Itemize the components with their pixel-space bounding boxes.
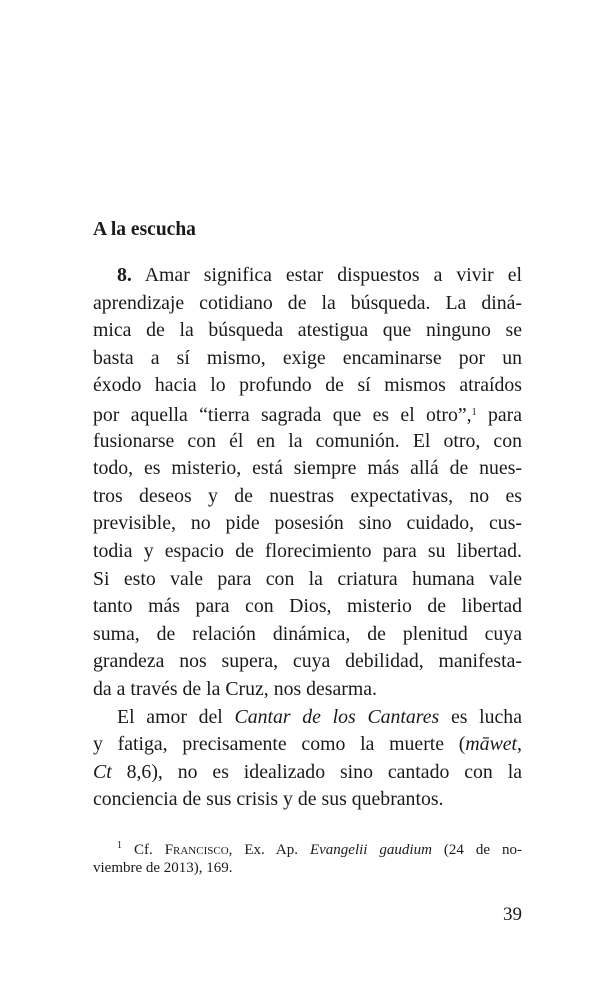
text-line (93, 648, 522, 674)
section-heading: A la escucha (93, 219, 196, 240)
text-span: éxodo hacia lo profundo de sí mismos atraídos (93, 374, 522, 397)
text-span: suma, de relación dinámica, de plenitud cuya (93, 622, 522, 645)
text-line (93, 621, 522, 647)
text-line (117, 262, 522, 288)
text-span: mica de la búsqueda atestigua que ninguno se (93, 319, 522, 342)
text-span: Cf. (122, 842, 165, 858)
text-span: para (476, 404, 522, 426)
text-line (93, 400, 522, 426)
text-span: (24 de no- (431, 842, 522, 858)
text-span: y fatiga, precisamente como la muerte ( (93, 733, 466, 756)
text-span: El amor del (117, 705, 235, 728)
text-span: viembre de 2013), 169. (93, 860, 233, 876)
text-span: es lucha (439, 705, 522, 728)
text-line (93, 428, 522, 454)
text-span: da a través de la Cruz, nos desarma. (93, 678, 377, 700)
text-span: previsible, no pide posesión sino cuidado, cus- (93, 512, 522, 535)
text-line (93, 593, 522, 619)
text-line (117, 836, 522, 860)
text-line (93, 858, 522, 878)
text-span: por aquella “tierra sagrada que es el otro”, (93, 404, 472, 426)
page-number: 39 (503, 904, 522, 925)
text-line (93, 676, 522, 702)
text-span: todo, es misterio, está siempre más allá de nues- (93, 457, 522, 480)
text-span: Evangelii gaudium (309, 842, 432, 858)
text-span: grandeza nos supera, cuya debilidad, manifesta- (93, 650, 522, 673)
text-line (93, 538, 522, 564)
text-line (93, 510, 522, 536)
text-line (117, 704, 522, 730)
text-span: tros deseos y de nuestras expectativas, no es (93, 484, 522, 507)
text-span: tanto más para con Dios, misterio de libertad (93, 595, 522, 618)
text-line (93, 455, 522, 481)
text-span: conciencia de sus crisis y de sus quebrantos. (93, 788, 444, 811)
text-line (93, 290, 522, 316)
text-span: 8. (117, 264, 132, 286)
text-span: Ct (93, 760, 112, 783)
text-line (93, 317, 522, 343)
text-span: Amar significa estar dispuestos a vivir el (131, 264, 522, 286)
text-line (93, 345, 522, 371)
footnote-marker: 1 (471, 407, 477, 418)
text-line (93, 566, 522, 592)
text-line (93, 786, 522, 812)
text-span: 8,6), no es idealizado sino cantado con la (111, 760, 522, 783)
text-span: aprendizaje cotidiano de la búsqueda. La diná- (93, 291, 522, 314)
text-span: , Ex. Ap. (228, 842, 310, 858)
text-line (93, 731, 522, 757)
text-span: fusionarse con él en la comunión. El otro, con (93, 429, 522, 452)
text-span: Si esto vale para con la criatura humana vale (93, 567, 522, 590)
text-span: , (517, 733, 522, 756)
text-span: Francisco (164, 842, 229, 858)
text-span: basta a sí mismo, exige encaminarse por un (93, 346, 522, 369)
text-span: Cantar de los Cantares (234, 705, 440, 728)
text-span: māwet (465, 733, 518, 756)
text-line (93, 372, 522, 398)
text-line (93, 759, 522, 785)
text-span: todia y espacio de florecimiento para su libertad. (93, 540, 522, 562)
text-line (93, 483, 522, 509)
footnote-marker: 1 (117, 840, 122, 851)
